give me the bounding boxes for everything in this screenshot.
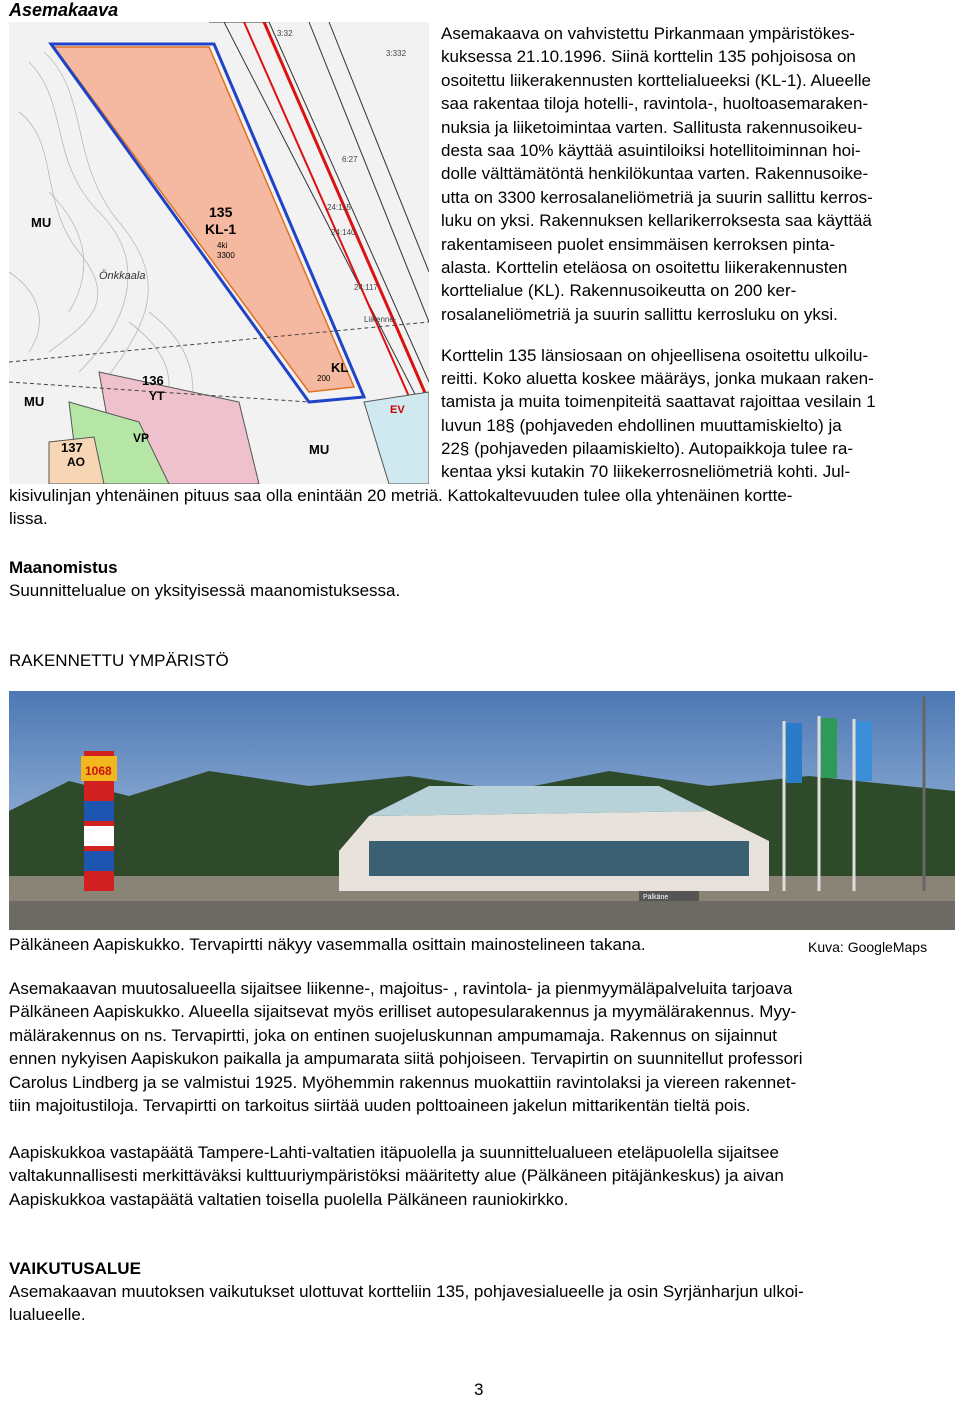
text-line: Aapiskukkoa vastapäätä valtatien toisella puolella Pälkäneen rauniokirkko. [9, 1189, 569, 1209]
map-label-kl-area: 200 [317, 374, 331, 383]
ad-panel-2 [84, 826, 114, 846]
text-line: osoitettu liikerakennusten korttelialueeksi (KL-1). Alueelle [441, 70, 871, 90]
impact-heading: VAIKUTUSALUE [9, 1259, 141, 1278]
page-number: 3 [474, 1380, 484, 1399]
text-line: saa rakentaa tiloja hotelli-, ravintola-, huoltoasemaraken- [441, 94, 869, 114]
map-label-135: 135 [209, 204, 233, 220]
text-line: Pälkäneen Aapiskukko. Alueella sijaitsevat myös erilliset autopesularakennus ja myymälärakennus. Myy- [9, 1002, 797, 1022]
text-line: lissa. [9, 509, 48, 529]
zoning-map [9, 22, 429, 484]
text-line: korttelialue (KL). Rakennusoikeutta on 200 ker- [441, 281, 797, 301]
text-line: mälärakennus on ns. Tervapirtti, joka on entinen suojeluskunnan ampumamaja. Rakennus on sijainnut [9, 1025, 777, 1045]
text-line: tamista ja muita toimenpiteitä saattavat rajoittaa vesilain 1 [441, 392, 876, 412]
map-label-kl1-small: 4ki [217, 241, 228, 250]
text-line: kuksessa 21.10.1996. Siinä korttelin 135 pohjoisosa on [441, 47, 856, 67]
map-num-2: 3:332 [386, 49, 407, 58]
road [9, 901, 955, 930]
text-line: dolle välttämätöntä henkilökuntaa varten. Rakennusoike- [441, 164, 869, 184]
building-windows [369, 841, 749, 876]
text-line: Asemakaavan muutosalueella sijaitsee liikenne-, majoitus- , ravintola- ja pienmyymäläpalveluita tarjoava [9, 979, 793, 998]
text-line: Carolus Lindberg ja se valmistui 1925. Myöhemmin rakennus muokattiin ravintolaksi ja viereen rakennet- [9, 1072, 797, 1092]
text-line: nuksia ja liiketoimintaa varten. Sallitusta rakennusoikeu- [441, 117, 863, 137]
flag-3 [856, 721, 872, 781]
built-heading: RAKENNETTU YMPÄRISTÖ [9, 651, 229, 670]
text-line: desta saa 10% käyttää asuintiloiksi hotellitoiminnan hoi- [441, 141, 861, 160]
map-label-kl: KL [331, 360, 349, 375]
flag-2 [821, 718, 837, 778]
map-label-kl1: KL-1 [205, 221, 237, 237]
map-label-ao: AO [67, 455, 85, 469]
text-line: rosalaneliömetriä ja suurin sallittu kerrosluku on yksi. [441, 304, 838, 324]
text-line: luvun 18§ (pohjaveden ehdollinen muuttamiskielto) ja [441, 415, 842, 435]
map-label-136: 136 [142, 373, 164, 388]
map-num-1: 3:32 [277, 29, 293, 38]
text-line: kentaa yksi kutakin 70 liikekerrosneliömetriä kohti. Jul- [441, 462, 851, 481]
text-line: alasta. Korttelin eteläosa on osoitettu liikerakennusten [441, 258, 848, 277]
text-line: 22§ (pohjaveden pilaamiskielto). Autopaikkoja tulee ra- [441, 438, 854, 458]
text-line: Asemakaava on vahvistettu Pirkanmaan ympäristökes- [441, 24, 855, 43]
map-num-7: Liikenne- [364, 315, 397, 324]
text-line: ennen nykyisen Aapiskukon paikalla ja ampumarata siitä pohjoiseen. Tervapirtin on suunnitellut professori [9, 1049, 803, 1069]
photo-credit: Kuva: GoogleMaps [808, 939, 928, 955]
section-title: Asemakaava [9, 0, 119, 20]
map-label-yt: YT [149, 389, 165, 403]
text-line: Aapiskukkoa vastapäätä Tampere-Lahti-valtatien itäpuolella ja suunnittelualueen eteläpuolella sijaitsee [9, 1143, 779, 1162]
text-line: rakentamiseen puolet ensimmäisen kerroksen pinta- [441, 234, 836, 254]
text-line: tiin majoitustiloja. Tervapirtti on tarkoitus siirtää uuden polttoaineen jakelun mittarikentän tieltä pois. [9, 1096, 751, 1115]
map-num-6: 24:117 [354, 283, 378, 292]
map-label-mu-lower: MU [24, 394, 45, 409]
flag-1 [786, 723, 802, 783]
text-line: utta on 3300 kerrosalaneliömetriä ja suurin sallittu kerros- [441, 187, 873, 207]
text-line: valtakunnallisesti merkittäväksi kulttuuriympäristöksi määritetty alue (Pälkäneen pitäjänkeskus) ja aivan [9, 1166, 784, 1186]
ownership-heading: Maanomistus [9, 558, 118, 577]
map-label-mu-right: MU [309, 442, 330, 457]
ownership-text: Suunnittelualue on yksityisessä maanomistuksessa. [9, 581, 401, 600]
map-num-4: 24:115 [327, 203, 351, 212]
building-roof [369, 786, 709, 816]
map-label-kl1-area: 3300 [217, 251, 235, 260]
map-label-onkkaala: Önkkaala [99, 270, 146, 282]
text-line: reitti. Koko aluetta koskee määräys, jonka mukaan raken- [441, 369, 874, 389]
ad-panel-1 [84, 801, 114, 821]
fuel-sign-text: 1068 [85, 764, 112, 778]
map-num-5: 24:140 [331, 228, 356, 237]
map-label-vp: VP [133, 431, 150, 445]
text-line: kisivulinjan yhtenäinen pituus saa olla enintään 20 metriä. Kattokaltevuuden tulee olla yhtenäinen kortte- [9, 486, 793, 505]
text-line: luku on yksi. Rakennuksen kellarikerroksesta saa käyttää [441, 211, 872, 231]
map-label-mu: MU [31, 215, 52, 230]
text-line: Asemakaavan muutoksen vaikutukset ulottuvat kortteliin 135, pohjavesialueelle ja osin Syrjänharjun ulkoi- [9, 1282, 804, 1301]
text-line: lualueelle. [9, 1305, 86, 1325]
map-num-3: 6:27 [342, 155, 358, 164]
photo-caption: Pälkäneen Aapiskukko. Tervapirtti näkyy vasemmalla osittain mainostelineen takana. [9, 935, 646, 954]
road-sign-text: Pälkäne [643, 894, 669, 901]
text-line: Korttelin 135 länsiosaan on ohjeellisena osoitettu ulkoilu- [441, 346, 869, 365]
map-label-ev: EV [390, 404, 405, 416]
aapiskukko-photo [9, 691, 955, 930]
ad-panel-3 [84, 851, 114, 871]
map-label-137: 137 [61, 440, 83, 455]
